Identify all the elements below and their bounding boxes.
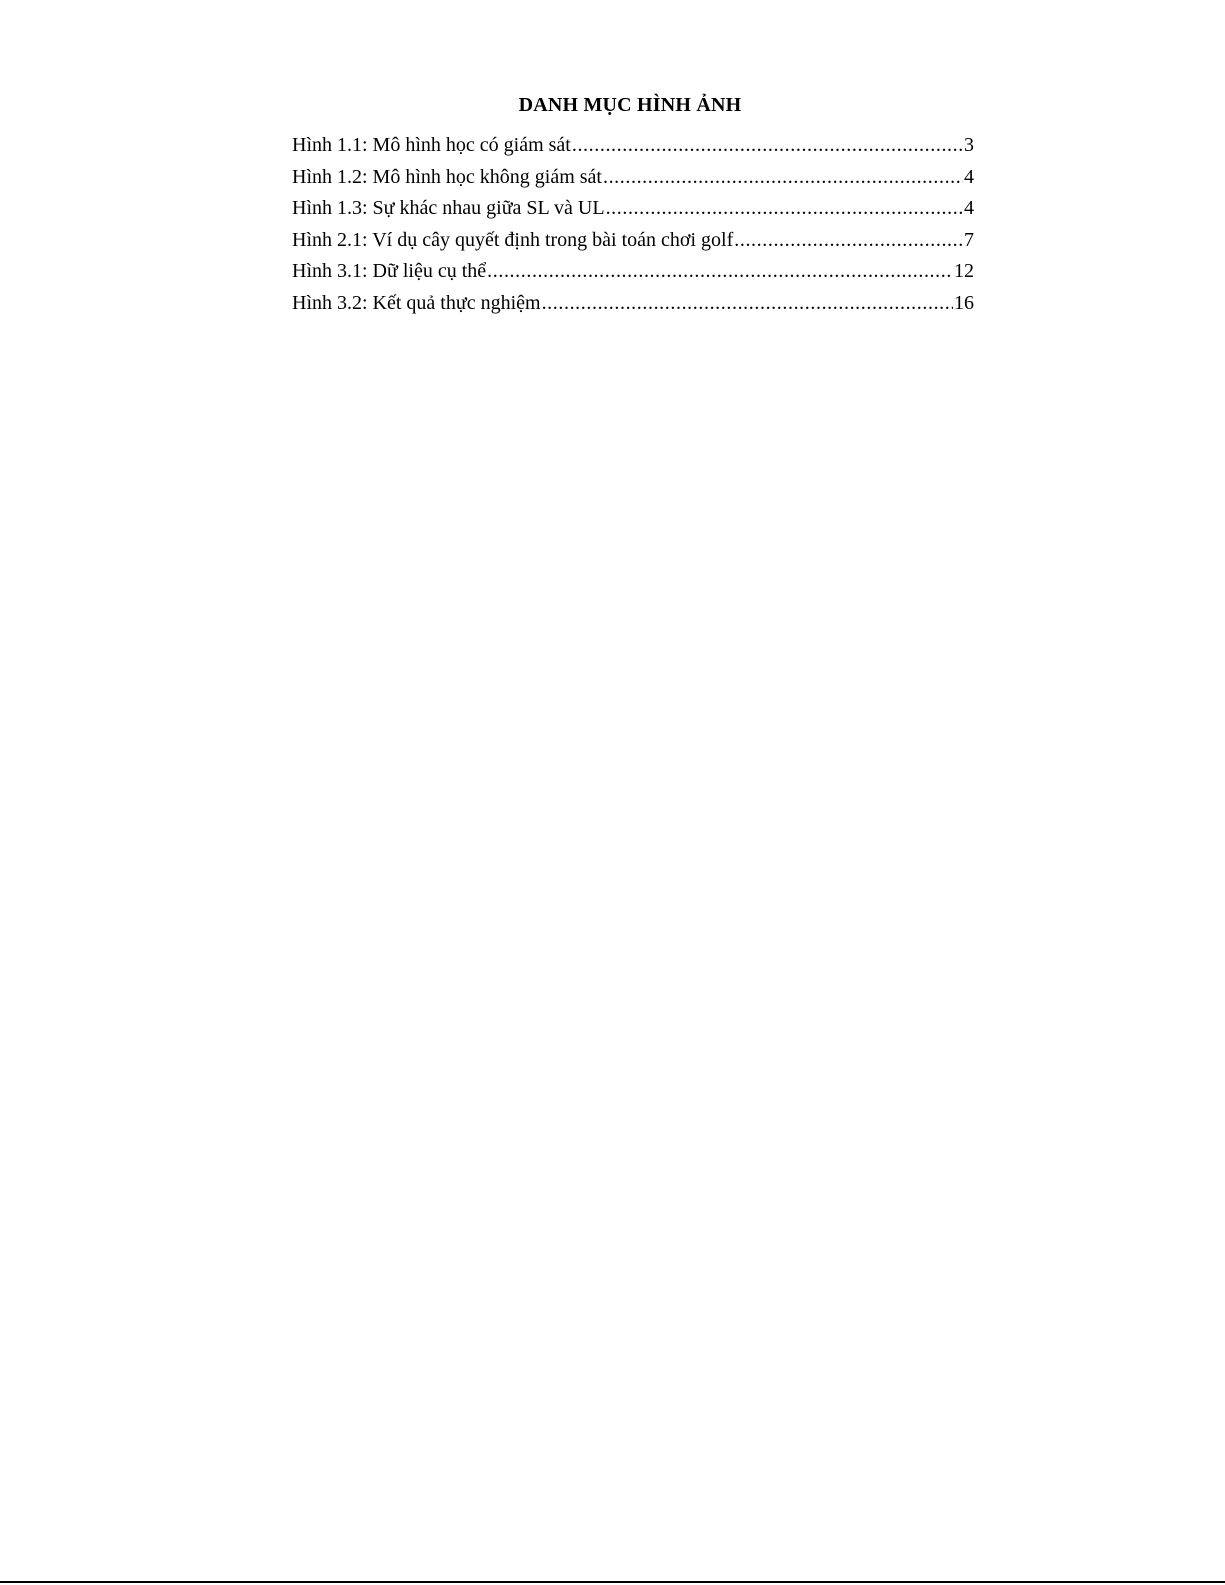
figure-entry-label: Hình 3.2: Kết quả thực nghiệm — [292, 291, 541, 314]
dot-leader — [572, 130, 963, 162]
figure-list — [292, 130, 974, 320]
figure-entry-page: 12 — [954, 260, 974, 283]
figure-entry — [292, 256, 974, 288]
figure-entry — [292, 225, 974, 257]
dot-leader — [734, 225, 963, 257]
figure-entry-label: Hình 1.3: Sự khác nhau giữa SL và UL — [292, 197, 605, 220]
figure-entry — [292, 193, 974, 225]
figure-entry-label: Hình 2.1: Ví dụ cây quyết định trong bài toán chơi golf — [292, 228, 734, 251]
figure-entry — [292, 130, 974, 162]
page-title: DANH MỤC HÌNH ẢNH — [518, 94, 742, 116]
figure-entry — [292, 162, 974, 194]
figure-entry-label: Hình 1.2: Mô hình học không giám sát — [292, 165, 602, 188]
bottom-border-line — [0, 1581, 1225, 1583]
figure-entry-label: Hình 3.1: Dữ liệu cụ thể — [292, 260, 487, 283]
figure-entry-page: 4 — [964, 165, 974, 188]
dot-leader — [603, 162, 963, 194]
figure-entry-page: 4 — [964, 197, 974, 220]
dot-leader — [542, 288, 953, 320]
figure-entry-page: 16 — [954, 291, 974, 314]
figure-entry-page: 7 — [964, 228, 974, 251]
dot-leader — [606, 193, 963, 225]
figure-entry-label: Hình 1.1: Mô hình học có giám sát — [292, 134, 571, 156]
figure-entry — [292, 288, 974, 320]
figure-entry-page: 3 — [964, 134, 974, 156]
dot-leader — [487, 256, 953, 288]
